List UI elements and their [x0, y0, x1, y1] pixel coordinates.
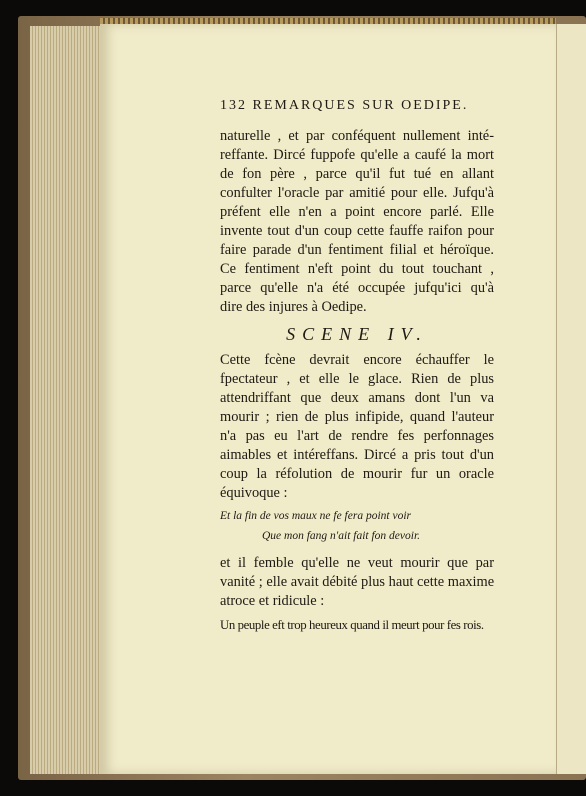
paragraph2-line: aimables et intéreffans. Dircé a pris tout d'un	[220, 447, 494, 463]
paragraph1-line: invente tout d'un coup cette fauffe raifon pour	[220, 223, 494, 239]
paragraph1-line: naturelle , et par conféquent nullement inté-	[220, 128, 494, 144]
paragraph1-line: préfent elle n'en a point encore parlé. Elle	[220, 204, 494, 220]
quote-line: Que mon fang n'ait fait fon devoir.	[262, 530, 421, 542]
paragraph3-line: et il femble qu'elle ne veut mourir que par	[220, 555, 494, 571]
running-header: 132 REMARQUES SUR OEDIPE.	[220, 98, 469, 113]
quote-line: Et la fin de vos maux ne fe fera point voir	[220, 510, 411, 522]
page-stack-edges	[30, 26, 110, 774]
paragraph2-line: n'a pas eu l'art de rendre fes perfonnages	[220, 428, 494, 444]
scene-title: SCENE IV.	[286, 324, 428, 344]
final-verse: Un peuple eft trop heureux quand il meurt pour fes rois.	[220, 618, 484, 632]
paragraph3-line: atroce et ridicule :	[220, 593, 325, 609]
adjacent-page-edge	[556, 24, 586, 774]
paragraph2-line: Cette fcène devrait encore échauffer le	[220, 352, 494, 368]
paragraph2-line: attendriffant que deux amans dont l'un va	[220, 390, 494, 406]
paragraph3-line: vanité ; elle avait débité plus haut cette maxime	[220, 574, 495, 590]
paragraph2-line: coup la réfolution de mourir fur un oracle	[220, 466, 494, 482]
paragraph1-line: de fon père , parce qu'il fut tué en allant	[220, 166, 494, 182]
paragraph1-line: Ce fentiment n'eft point du tout touchant ,	[220, 261, 494, 277]
paragraph1-line: reffante. Dircé fuppofe qu'elle a caufé la mort	[220, 147, 494, 163]
paragraph2-line: équivoque :	[220, 485, 288, 501]
paragraph2-line: fpectateur , et elle le glace. Rien de plus	[220, 371, 494, 387]
paragraph1-line: parce qu'elle n'a été occupée jufqu'ici qu'à	[220, 280, 494, 296]
paragraph1-line: confulter l'oracle par amitié pour elle. Jufqu'à	[220, 185, 494, 201]
paragraph1-line: dire des injures à Oedipe.	[220, 299, 367, 315]
paragraph1-line: faire parade d'un fentiment filial et héroïque.	[220, 242, 494, 258]
paragraph2-line: mourir ; rien de plus infipide, quand l'auteur	[220, 409, 494, 425]
